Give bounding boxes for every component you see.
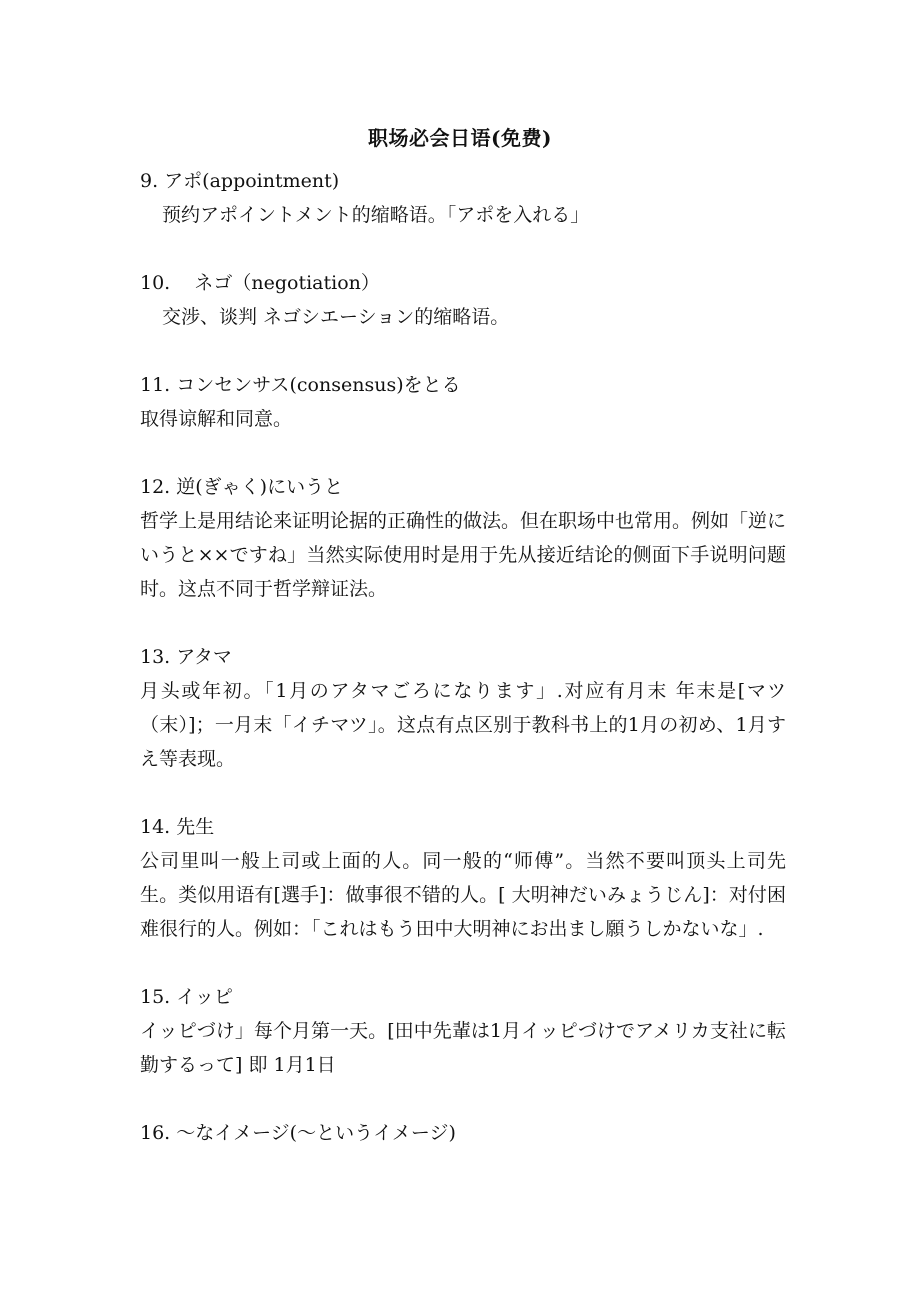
entry-12 [140, 470, 786, 606]
entry-heading: 13. アタマ [140, 646, 232, 668]
entry-13 [140, 640, 786, 776]
entry-heading: 11. コンセンサス(consensus)をとる [140, 374, 461, 396]
entry-heading: 14. 先生 [140, 816, 215, 838]
entry-body: 月头或年初。「1月のアタマごろになります」.对应有月末 年末是[マツ（末）]；一月末「イチマツ」。这点有点区别于教科书上的1月の初め、1月すえ等表现。 [140, 680, 786, 770]
entry-body: 哲学上是用结论来证明论据的正确性的做法。但在职场中也常用。例如「逆にいうと××ですね」当然实际使用时是用于先从接近结论的侧面下手说明问题时。这点不同于哲学辩证法。 [140, 510, 787, 600]
entry-16 [140, 1116, 786, 1150]
entry-body: 公司里叫一般上司或上面的人。同一般的“师傅”。当然不要叫顶头上司先生。类似用语有[選手]：做事很不错的人。[ 大明神だいみょうじん]：对付困难很行的人。例如：「これはもう田中大明神にお出まし願うしかないな」. [140, 850, 786, 940]
document-title: 职场必会日语(免费) [368, 126, 552, 150]
entry-14 [140, 810, 786, 946]
entry-heading: 9. アポ(appointment) [140, 170, 340, 192]
entry-body: 交涉、谈判 ネゴシエーション的缩略语。 [162, 306, 510, 328]
entry-body: 预约アポイントメント的缩略语。「アポを入れる」 [162, 204, 590, 226]
entry-heading: 16. ～なイメージ(～というイメージ) [140, 1122, 456, 1144]
entry-15 [140, 980, 786, 1082]
entry-body: 取得谅解和同意。 [140, 408, 293, 430]
entry-body: イッピづけ」每个月第一天。[田中先輩は1月イッピづけでアメリカ支社に転勤するって] 即 1月1日 [140, 1020, 786, 1076]
entry-heading: 15. イッピ [140, 986, 233, 1008]
entry-10 [140, 266, 786, 334]
entry-9 [140, 164, 786, 232]
entry-11 [140, 368, 786, 436]
entry-heading: 10. ネゴ（negotiation） [140, 272, 380, 294]
entry-heading: 12. 逆(ぎゃく)にいうと [140, 476, 344, 498]
document-content [140, 164, 786, 1184]
